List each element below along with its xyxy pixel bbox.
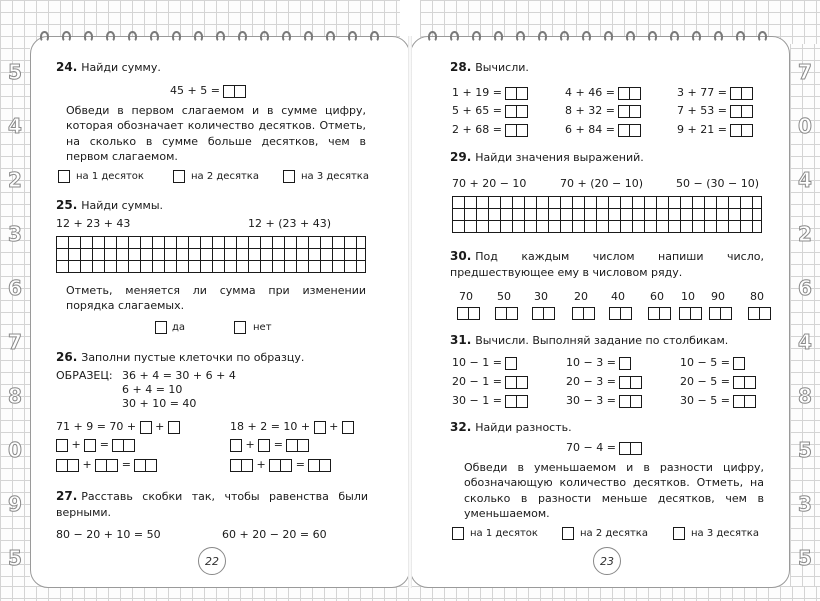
computation (680, 375, 756, 389)
answer-box[interactable] (619, 357, 631, 370)
expression-text: 4 + 46 = (565, 86, 615, 99)
spiral-ring (648, 31, 657, 42)
expression-text: 20 − 1 = (452, 375, 502, 388)
task-title: Под каждым числом напиши число, предшествующее ему в числовом ряду. (450, 250, 764, 279)
spiral-ring (494, 31, 503, 42)
margin-digit: 0 (798, 114, 812, 138)
answer-box[interactable] (241, 459, 253, 472)
answer-box[interactable] (258, 439, 270, 452)
answer-box[interactable] (145, 459, 157, 472)
expression-text: 45 + 5 = (170, 84, 220, 97)
expression-text: 12 + (23 + 43) (248, 217, 331, 230)
sequence-number: 30 (534, 290, 548, 303)
task-number: 24. (56, 60, 78, 74)
answer-box[interactable] (629, 105, 641, 118)
spiral-ring (238, 31, 247, 42)
computation (452, 123, 528, 137)
equals-sign: = (295, 458, 305, 471)
expression-text: 30 − 1 = (452, 394, 502, 407)
answer-box[interactable] (630, 395, 642, 408)
answer-box[interactable] (630, 376, 642, 389)
spiral-rings-right (428, 31, 767, 42)
sequence-number: 80 (750, 290, 764, 303)
spiral-ring (758, 31, 767, 42)
answer-box[interactable] (741, 87, 753, 100)
answer-grid[interactable] (56, 236, 366, 273)
checkbox[interactable] (283, 170, 295, 183)
option-label: нет (253, 322, 272, 333)
computation (452, 86, 528, 100)
answer-grid[interactable] (452, 196, 762, 233)
answer-box[interactable] (506, 307, 518, 320)
sequence-number: 70 (459, 290, 473, 303)
task-number: 30. (450, 249, 472, 263)
answer-box[interactable] (168, 421, 180, 434)
spiral-ring (670, 31, 679, 42)
expression-text: 7 + 53 = (677, 104, 727, 117)
answer-box[interactable] (720, 307, 732, 320)
computation (452, 356, 517, 370)
expression-text: 3 + 77 = (677, 86, 727, 99)
margin-digit: 6 (8, 276, 22, 300)
expression-text: 1 + 19 = (452, 86, 502, 99)
task-number: 32. (450, 420, 472, 434)
book-spine (408, 36, 412, 588)
plus-sign: + (71, 438, 81, 451)
example-line (56, 420, 180, 434)
computation (565, 104, 641, 118)
answer-box[interactable] (659, 307, 671, 320)
spiral-ring (326, 31, 335, 42)
sequence-number: 90 (711, 290, 725, 303)
task-title: Вычисли. (475, 61, 529, 74)
example-line (56, 458, 157, 472)
margin-digit: 0 (8, 438, 22, 462)
spiral-ring (450, 31, 459, 42)
margin-digit: 4 (798, 330, 812, 354)
computation (566, 356, 631, 370)
equals-sign: = (273, 438, 283, 451)
equation: 80 − 20 + 10 = 50 (56, 528, 161, 541)
margin-digit: 8 (8, 384, 22, 408)
spiral-ring (516, 31, 525, 42)
margin-digit: 5 (8, 60, 22, 84)
answer-box[interactable] (733, 357, 745, 370)
task-26-heading (56, 350, 304, 366)
margin-digit: 7 (798, 60, 812, 84)
example-line (230, 420, 354, 434)
margin-digit: 9 (8, 492, 22, 516)
margin-digit: 5 (798, 546, 812, 570)
answer-box[interactable] (468, 307, 480, 320)
expression-text: 50 − (30 − 10) (676, 177, 759, 190)
expression-text: 30 − 3 = (566, 394, 616, 407)
expression-text: 12 + 23 + 43 (56, 217, 131, 230)
computation (680, 356, 745, 370)
expression-text: 10 − 5 = (680, 356, 730, 369)
computation (677, 86, 753, 100)
spiral-ring (348, 31, 357, 42)
answer-box[interactable] (629, 124, 641, 137)
computation (452, 104, 528, 118)
answer-box[interactable] (516, 395, 528, 408)
checkbox-yes[interactable] (155, 321, 167, 334)
answer-box[interactable] (583, 307, 595, 320)
checkbox-no[interactable] (234, 321, 246, 334)
computation (565, 86, 641, 100)
spiral-ring (216, 31, 225, 42)
example-line (230, 438, 309, 452)
sample-line: 30 + 10 = 40 (122, 397, 197, 410)
equals-sign: = (99, 438, 109, 451)
answer-box[interactable] (319, 459, 331, 472)
answer-box[interactable] (297, 439, 309, 452)
answer-box[interactable] (744, 395, 756, 408)
plus-sign: + (155, 420, 165, 433)
answer-box[interactable] (280, 459, 292, 472)
spiral-ring (714, 31, 723, 42)
answer-box[interactable] (741, 105, 753, 118)
answer-box[interactable] (543, 307, 555, 320)
answer-box[interactable] (690, 307, 702, 320)
answer-box[interactable] (106, 459, 118, 472)
page-number: 23 (593, 547, 621, 575)
computation (566, 375, 642, 389)
margin-digit: 6 (798, 276, 812, 300)
answer-box[interactable] (516, 105, 528, 118)
option-label: на 2 десятка (191, 171, 259, 182)
expression-text: 6 + 84 = (565, 123, 615, 136)
answer-box[interactable] (759, 307, 771, 320)
margin-digit: 3 (798, 492, 812, 516)
sample-line: 36 + 4 = 30 + 6 + 4 (122, 369, 236, 382)
spiral-ring (106, 31, 115, 42)
computation (680, 394, 756, 408)
expression-text: 2 + 68 = (452, 123, 502, 136)
answer-box[interactable] (505, 357, 517, 370)
spiral-ring (194, 31, 203, 42)
checkbox[interactable] (452, 527, 464, 540)
spiral-ring (626, 31, 635, 42)
task-32-expression (566, 441, 642, 455)
expression-text: 10 − 1 = (452, 356, 502, 369)
spiral-ring (40, 31, 49, 42)
margin-digit: 5 (8, 546, 22, 570)
answer-box[interactable] (620, 307, 632, 320)
answer-box[interactable] (516, 124, 528, 137)
margin-digit: 3 (8, 222, 22, 246)
spiral-ring (282, 31, 291, 42)
answer-box[interactable] (84, 439, 96, 452)
option-label: на 3 десятка (691, 528, 759, 539)
option-label: на 2 десятка (580, 528, 648, 539)
margin-digit: 2 (8, 168, 22, 192)
computation (565, 123, 641, 137)
computation (677, 123, 753, 137)
plus-sign: + (329, 420, 339, 433)
checkbox[interactable] (562, 527, 574, 540)
answer-box[interactable] (230, 439, 242, 452)
spiral-ring (538, 31, 547, 42)
expression-text: 8 + 32 = (565, 104, 615, 117)
sequence-number: 20 (574, 290, 588, 303)
equation: 60 + 20 − 20 = 60 (222, 528, 327, 541)
task-title: Найди суммы. (81, 199, 164, 212)
option-label: да (172, 322, 186, 333)
sequence-number: 50 (497, 290, 511, 303)
checkbox[interactable] (673, 527, 685, 540)
checkbox[interactable] (58, 170, 70, 183)
sample-line: 6 + 4 = 10 (122, 383, 183, 396)
expression-text: 71 + 9 = 70 + (56, 420, 137, 433)
spiral-ring (260, 31, 269, 42)
spiral-ring (62, 31, 71, 42)
expression-text: 20 − 3 = (566, 375, 616, 388)
spiral-ring (370, 31, 379, 42)
answer-box[interactable] (516, 87, 528, 100)
spiral-ring (604, 31, 613, 42)
task-number: 25. (56, 198, 78, 212)
example-line (230, 458, 331, 472)
plus-sign: + (82, 458, 92, 471)
answer-box[interactable] (630, 442, 642, 455)
task-title: Заполни пустые клеточки по образцу. (81, 351, 305, 364)
expression-text: 70 − 4 = (566, 441, 616, 454)
answer-box[interactable] (629, 87, 641, 100)
task-number: 27. (56, 489, 78, 503)
task-title: Вычисли. Выполняй задание по столбикам. (475, 334, 729, 347)
option-label: на 1 десяток (470, 528, 538, 539)
spiral-rings-left (40, 31, 379, 42)
spiral-ring (560, 31, 569, 42)
spiral-ring (472, 31, 481, 42)
answer-box[interactable] (234, 85, 246, 98)
task-title: Найди значения выражений. (475, 151, 644, 164)
task-25-heading (56, 198, 163, 214)
task-title: Найди разность. (475, 421, 572, 434)
answer-box[interactable] (741, 124, 753, 137)
computation (452, 375, 528, 389)
margin-digit: 8 (798, 384, 812, 408)
example-line (56, 438, 135, 452)
margin-digit: 5 (798, 438, 812, 462)
page-number: 22 (198, 547, 226, 575)
task-25-instructions: Отметь, меняется ли сумма при изменении порядка слагаемых. (66, 284, 366, 313)
spiral-ring (428, 31, 437, 42)
option-label: на 3 десятка (301, 171, 369, 182)
spiral-ring (736, 31, 745, 42)
spiral-ring (582, 31, 591, 42)
task-24-heading (56, 60, 161, 76)
answer-box[interactable] (123, 439, 135, 452)
computation (452, 394, 528, 408)
sequence-number: 10 (681, 290, 695, 303)
margin-digit: 2 (798, 222, 812, 246)
task-32-heading (450, 420, 572, 436)
task-31-heading (450, 333, 728, 349)
spiral-ring (84, 31, 93, 42)
task-29-heading (450, 150, 644, 166)
expression-text: 30 − 5 = (680, 394, 730, 407)
margin-digit: 7 (8, 330, 22, 354)
task-number: 31. (450, 333, 472, 347)
sample-label: ОБРАЗЕЦ: (56, 369, 113, 382)
task-30-heading (450, 248, 764, 280)
computation (677, 104, 753, 118)
task-28-heading (450, 60, 529, 76)
answer-box[interactable] (67, 459, 79, 472)
spiral-ring (172, 31, 181, 42)
answer-box[interactable] (314, 421, 326, 434)
spiral-ring (128, 31, 137, 42)
equals-sign: = (121, 458, 131, 471)
answer-box[interactable] (342, 421, 354, 434)
expression-text: 20 − 5 = (680, 375, 730, 388)
expression-text: 9 + 21 = (677, 123, 727, 136)
plus-sign: + (256, 458, 266, 471)
task-title: Найди сумму. (81, 61, 161, 74)
answer-box[interactable] (744, 376, 756, 389)
plus-sign: + (245, 438, 255, 451)
margin-digit: 4 (8, 114, 22, 138)
spiral-ring (692, 31, 701, 42)
answer-box[interactable] (516, 376, 528, 389)
bottom-grid-strip (0, 586, 820, 601)
task-number: 29. (450, 150, 472, 164)
expression-text: 18 + 2 = 10 + (230, 420, 311, 433)
answer-box[interactable] (56, 439, 68, 452)
spiral-ring (304, 31, 313, 42)
computation (566, 394, 642, 408)
task-24-instructions: Обведи в первом слагаемом и в сумме цифру, которая обозначает количество десятков. Отметь, на сколько в сумме больше десятков, чем в первом слагаемом. (66, 104, 366, 164)
answer-box[interactable] (140, 421, 152, 434)
sequence-number: 40 (611, 290, 625, 303)
task-number: 28. (450, 60, 472, 74)
option-label: на 1 десяток (76, 171, 144, 182)
checkbox[interactable] (173, 170, 185, 183)
task-27-heading (56, 488, 368, 520)
expression-text: 5 + 65 = (452, 104, 502, 117)
sequence-number: 60 (650, 290, 664, 303)
expression-text: 70 + (20 − 10) (560, 177, 643, 190)
expression-text: 10 − 3 = (566, 356, 616, 369)
task-32-instructions: Обведи в уменьшаемом и в разности цифру, обозначающую количество десятков. Отметь, на сколько в разности меньше десятков, чем в уменьшаемом. (464, 461, 764, 521)
margin-digit: 4 (798, 168, 812, 192)
spiral-ring (150, 31, 159, 42)
task-number: 26. (56, 350, 78, 364)
task-24-expression (170, 84, 246, 98)
task-title: Расставь скобки так, чтобы равенства были верными. (56, 490, 368, 519)
expression-text: 70 + 20 − 10 (452, 177, 527, 190)
